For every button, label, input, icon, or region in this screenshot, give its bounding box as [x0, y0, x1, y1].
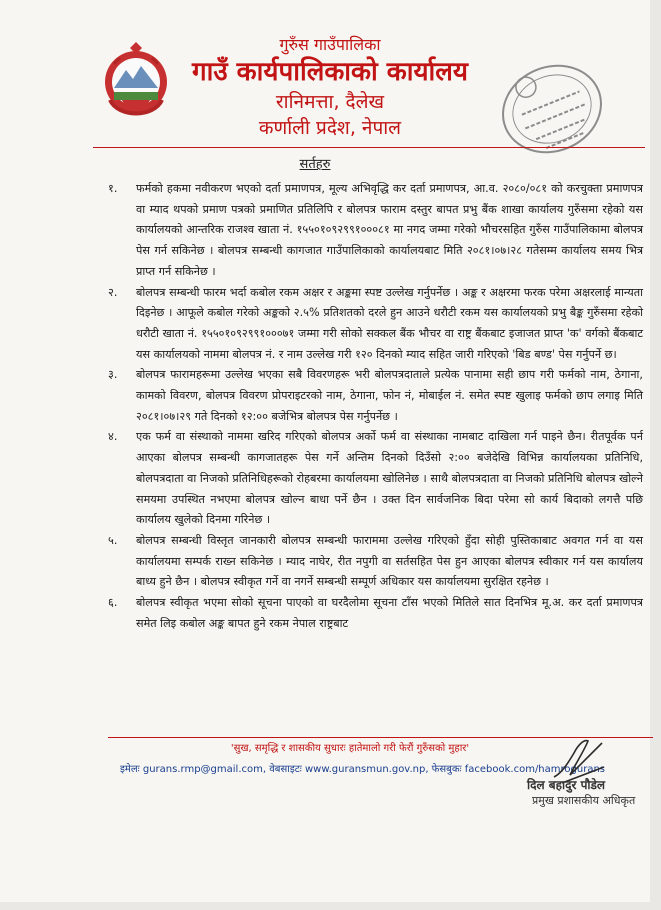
term-item: [108, 593, 643, 634]
municipality-name: गुरुँस गाउँपालिका: [279, 35, 381, 54]
term-item: [108, 365, 643, 427]
term-number: ६.: [108, 596, 118, 610]
term-item: [108, 179, 643, 283]
term-text: फर्मको हकमा नवीकरण भएको दर्ता प्रमाणपत्र, मूल्य अभिवृद्धि कर दर्ता प्रमाणपत्र, आ.व. २०८०/०८१ को करचुक्ता प्रमाणपत्र वा म्याद थपको प्रमाण पत्रको प्रमाणित प्रतिलिपि र बोलपत्र फाराम दस्तुर बापत प्रभु बैंक शाखा कार्यालय गुरुँसमा रहेको यस कार्यालयको आन्तरिक राजश्व खाता नं. १५५०१०९२९९१०००८१ मा नगद जम्मा गरेको भौचरसहित गुरुँस गाउँपालिकामा बोलपत्र पेस गर्न सकिनेछ । बोलपत्र सम्बन्धी कागजात गाउँपालिकाको कार्यालयबाट मिति २०८१।०७।२८ गतेसम्म कार्यालय समय भित्र प्राप्त गर्न सकिनेछ ।: [136, 182, 643, 278]
term-text: बोलपत्र सम्बन्धी फारम भर्दा कबोल रकम अक्षर र अङ्कमा स्पष्ट उल्लेख गर्नुपर्नेछ । अङ्क र अक्षरमा फरक परेमा अक्षरलाई मान्यता दिइनेछ । आफूले कबोल गरेको अङ्कको २.५% प्रतिशतको दरले हुन आउने धरौटी रकम यस कार्यालयको प्रभु बैङ्क गुरुँसमा रहेको धरौटी खाता नं. १५५०१०९२९९१०००७१ जम्मा गरी सोको सक्कल बैंक भौचर वा राष्ट्र बैंकबाट इजाजत प्राप्त 'क' वर्गको बैंकबाट यस कार्यालयको नाममा बोलपत्र नं. र नाम उल्लेख गरी १२० दिनको म्याद सहित जारी गरिएको 'बिड बण्ड' पेस गर्नुपर्ने छ।: [136, 285, 643, 361]
term-item: [108, 427, 643, 531]
term-item: [108, 531, 643, 593]
term-item: [108, 283, 643, 366]
section-title: सर्तहरु: [299, 157, 331, 172]
terms-list: [108, 179, 643, 634]
term-number: ५.: [108, 533, 118, 547]
header-divider: [93, 147, 645, 148]
term-text: एक फर्म वा संस्थाको नाममा खरिद गरिएको बोलपत्र अर्को फर्म वा संस्थाका नामबाट दाखिला गर्न पाइने छैन। रीतपूर्वक पर्न आएका बोलपत्र सम्बन्धी कागजातहरू पेस गर्ने अन्तिम दिनको दिउँसो २:०० बजेदेखि विभिन्न कार्यालयका प्रतिनिधि, बोलपत्रदाता वा निजको प्रतिनिधिहरूको रोहबरमा कार्यालयमा खोलिनेछ । साथै बोलपत्रदाता वा निजको प्रतिनिधि बोलपत्र खोल्ने समयमा उपस्थित नभएमा बोलपत्र खोल्न बाधा पर्ने छैन । उक्त दिन सार्वजनिक बिदा परेमा सो कार्य बिदाको लगत्तै पछि कार्यालय खुलेको दिनमा गरिनेछ ।: [136, 430, 643, 527]
term-text: बोलपत्र फारामहरूमा उल्लेख भएका सबै विवरणहरू भरी बोलपत्रदाताले प्रत्येक पानामा सही छाप गरी फर्मको नाम, ठेगाना, कामको विवरण, बोलपत्र विवरण प्रोपराइटरको नाम, ठेगाना, फोन नं, मोबाईल नं. समेत स्पष्ट खुलाइ फर्मको छाप लगाइ मिति २०८१।०७।२९ गते दिनको १२:०० बजेभित्र बोलपत्र पेस गर्नुपर्नेछ ।: [136, 368, 643, 423]
letterhead: [160, 35, 500, 141]
province-name: कर्णाली प्रदेश, नेपाल: [258, 117, 402, 139]
contact-info: इमेलः gurans.rmp@gmail.com, वेबसाइटः www.guransmun.gov.np, फेसबुकः facebook.com/hamrogurans: [120, 764, 606, 775]
signatory-name: दिल बहादुर पौडेल: [527, 778, 606, 792]
term-text: बोलपत्र स्वीकृत भएमा सोको सूचना पाएको वा घरदैलोमा सूचना टाँस भएको मितिले सात दिनभित्र मू.अ. कर दर्ता प्रमाणपत्र समेत लिइ कबोल अङ्क बापत हुने रकम नेपाल राष्ट्रबाट: [136, 596, 643, 630]
office-location: रानिमत्ता, दैलेख: [275, 91, 385, 113]
office-name: गाउँ कार्यपालिकाको कार्यालय: [192, 57, 468, 87]
term-number: ४.: [108, 430, 118, 444]
term-number: १.: [108, 182, 118, 195]
footer-slogan: 'सुख, समृद्धि र शासकीय सुधारः हातेमालो गरी फेरौं गुरुँसको मुहार': [230, 743, 470, 754]
term-text: बोलपत्र सम्बन्धी विस्तृत जानकारी बोलपत्र सम्बन्धी फाराममा उल्लेख गरिएको हुँदा सोही पुस्तिकाबाट अवगत गर्न वा यस कार्यालयमा सम्पर्क राख्न सकिनेछ । म्याद नाघेर, रीत नपुगी वा सर्तसहित पेस हुन आएका बोलपत्र स्वीकार गर्न यस कार्यालय बाध्य हुने छैन । बोलपत्र स्वीकृत गर्ने वा नगर्ने सम्बन्धी सम्पूर्ण अधिकार यस कार्यालयमा सुरक्षित रहनेछ ।: [136, 533, 643, 589]
term-number: २.: [108, 285, 118, 299]
signatory-title: प्रमुख प्रशासकीय अधिकृत: [532, 794, 636, 807]
term-number: ३.: [108, 368, 118, 382]
